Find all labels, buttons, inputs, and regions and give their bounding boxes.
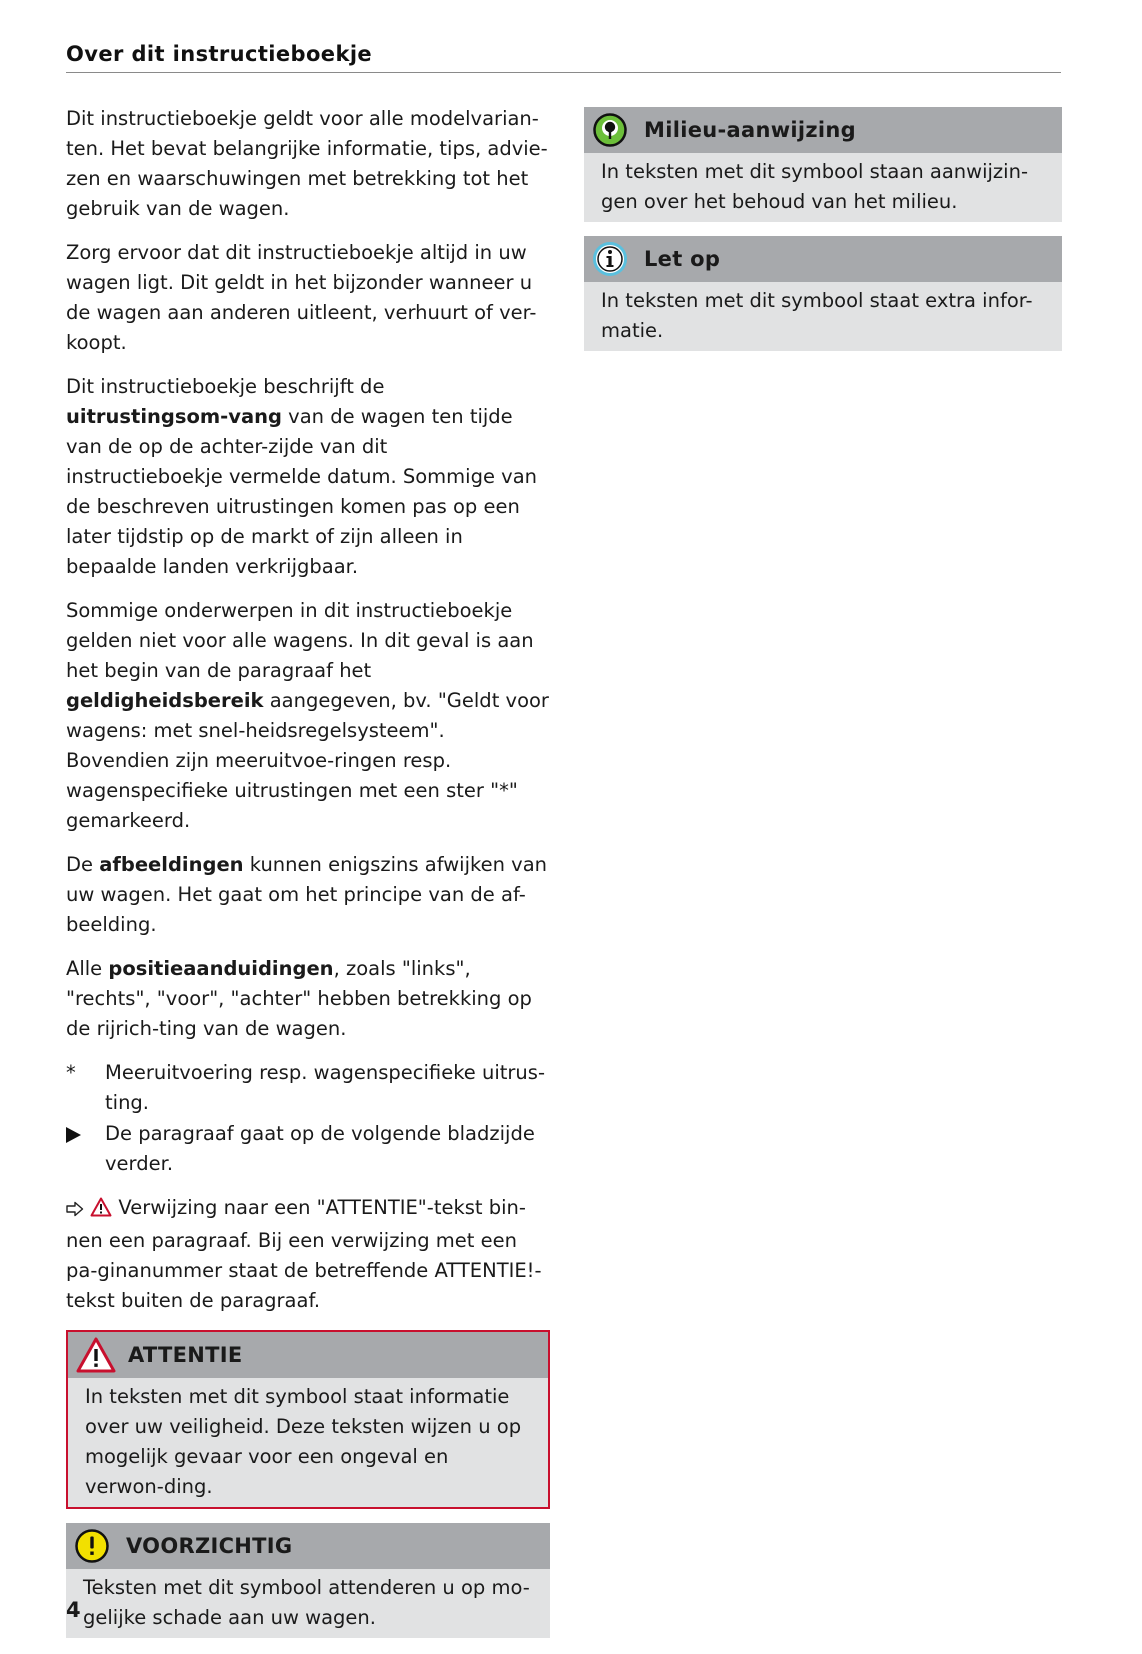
attentie-title: ATTENTIE: [128, 1343, 243, 1367]
page-header: [66, 42, 1061, 73]
info-icon: [592, 241, 628, 277]
paragraph-validity: Sommige onderwerpen in dit instructieboekje gelden niet voor alle wagens. In dit geval is aan het begin van de paragraaf het geldigheidsbereik aangegeven, bv. "Geldt voor wagens: met snel-heidsregelsysteem". Bovendien zijn meeruitvoe-ringen resp. wagenspecifieke uitrustingen met een ster "*" gemarkeerd.: [66, 599, 549, 832]
voorzichtig-title: VOORZICHTIG: [126, 1534, 293, 1558]
letop-box: [584, 236, 1062, 351]
voorzichtig-body: Teksten met dit symbool attenderen u op mo-gelijke schade aan uw wagen.: [66, 1569, 550, 1638]
voorzichtig-box: [66, 1523, 550, 1638]
letop-header: [584, 236, 1062, 282]
paragraph-equipment-scope: Dit instructieboekje beschrijft de uitrustingsom-vang van de wagen ten tijde van de op de achter-zijde van dit instructieboekje vermelde datum. Sommige van de beschreven uitrustingen komen pas op een later tijdstip op de markt of zijn alleen in bepaalde landen verkrijgbaar.: [66, 375, 538, 578]
paragraph-images: De afbeeldingen kunnen enigszins afwijken van uw wagen. Het gaat om het principe van de af-beelding.: [66, 853, 548, 936]
paragraph-intro: Dit instructieboekje geldt voor alle modelvarian-ten. Het bevat belangrijke informatie, tips, advie-zen en waarschuwingen met betrekking tot het gebruik van de wagen.: [66, 107, 548, 220]
legend-text: De paragraaf gaat op de volgende bladzijde verder.: [105, 1122, 535, 1175]
attentie-header: [68, 1332, 548, 1378]
bold-term-positions: positieaanduidingen: [108, 957, 334, 980]
voorzichtig-header: [66, 1523, 550, 1569]
left-column: [66, 104, 550, 1652]
legend-item-continue: [66, 1119, 550, 1179]
tree-eco-icon: [592, 112, 628, 148]
page-number: 4: [66, 1598, 81, 1622]
attentie-box: [66, 1330, 550, 1509]
letop-body: In teksten met dit symbool staat extra infor-matie.: [584, 282, 1062, 351]
letop-title: Let op: [644, 247, 721, 271]
legend-text: Meeruitvoering resp. wagenspecifieke uitrus-ting.: [105, 1061, 545, 1114]
paragraph-attention-reference: Verwijzing naar een "ATTENTIE"-tekst bin-nen een paragraaf. Bij een verwijzing met een pa-ginanummer staat de betreffende ATTENTIE!-tekst buiten de paragraaf.: [66, 1196, 542, 1312]
milieu-title: Milieu-aanwijzing: [644, 118, 856, 142]
legend-item-asterisk: [66, 1058, 550, 1118]
bold-term-equipment-scope: uitrustingsom-vang: [66, 405, 282, 428]
warning-triangle-icon: [90, 1196, 112, 1226]
page-title: Over dit instructieboekje: [66, 42, 373, 66]
arrow-right-icon: [66, 1196, 84, 1226]
right-column: [584, 107, 1062, 365]
bold-term-validity: geldigheidsbereik: [66, 689, 264, 712]
paragraph-positions: Alle positieaanduidingen, zoals "links", "rechts", "voor", "achter" hebben betrekking op de rijrich-ting van de wagen.: [66, 957, 532, 1040]
paragraph-keep-in-car: Zorg ervoor dat dit instructieboekje altijd in uw wagen ligt. Dit geldt in het bijzonder wanneer u de wagen aan anderen uitleent, verhuurt of ver-koopt.: [66, 241, 537, 354]
exclamation-circle-icon: [74, 1528, 110, 1564]
bold-term-images: afbeeldingen: [99, 853, 244, 876]
milieu-body: In teksten met dit symbool staan aanwijzin-gen over het behoud van het milieu.: [584, 153, 1062, 222]
asterisk-symbol: *: [66, 1061, 76, 1084]
warning-triangle-icon: [76, 1337, 112, 1373]
milieu-header: [584, 107, 1062, 153]
milieu-box: [584, 107, 1062, 222]
play-triangle-icon: [66, 1119, 96, 1152]
attentie-body: In teksten met dit symbool staat informatie over uw veiligheid. Deze teksten wijzen u op mogelijk gevaar voor een ongeval en verwon-ding.: [68, 1378, 548, 1507]
